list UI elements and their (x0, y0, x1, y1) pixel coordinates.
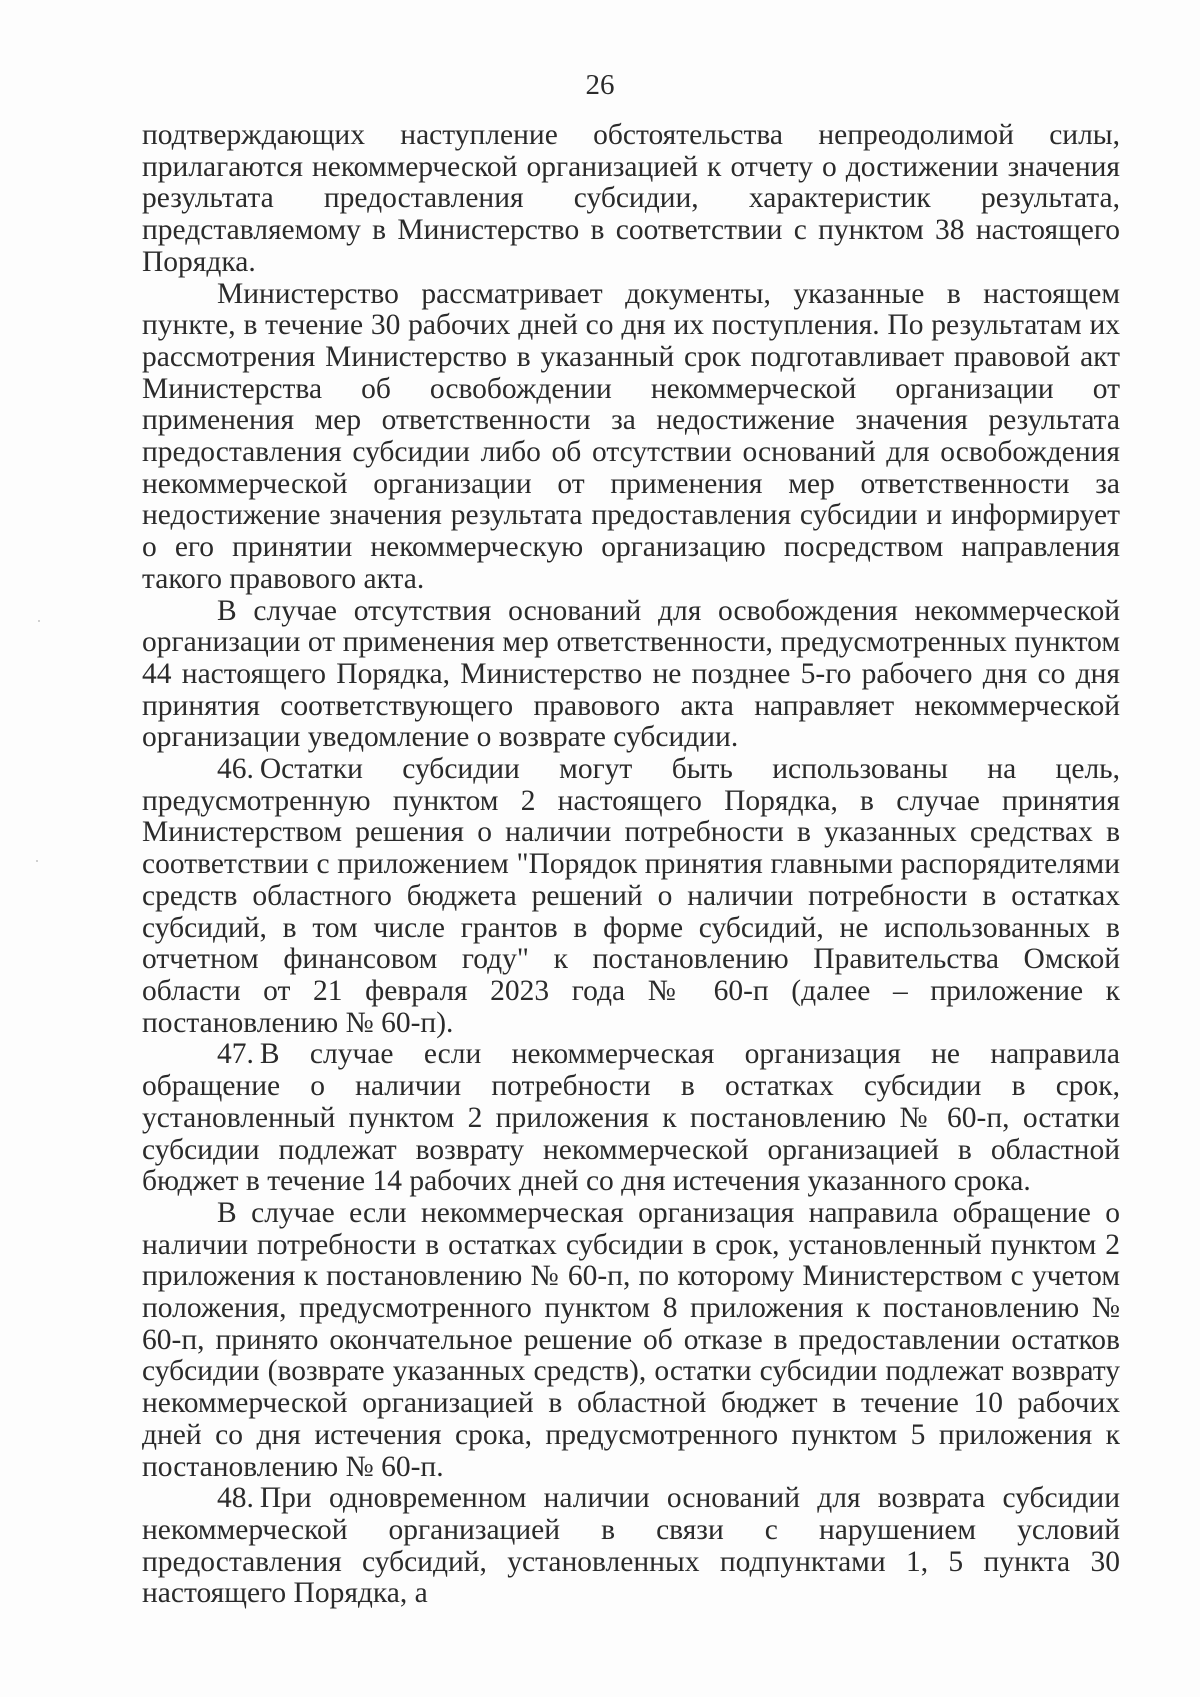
paragraph-1 (142, 120, 1120, 279)
paragraph-text: В случае если некоммерческая организация не направила обращение о наличии потребности в остатках субсидии в срок, установленный пунктом 2 приложения к постановлению № 60-п, остатки субсидии подлежат возврату некоммерческой организацией в областной бюджет в течение 14 рабочих дней со дня истечения указанного срока. (142, 1038, 1120, 1198)
paragraph-text: подтверждающих наступление обстоятельства непреодолимой силы, прилагаются некоммерческой организацией к отчету о достижении значения результата предоставления субсидии, характеристик результата, представляемому в Министерство в соответствии с пунктом 38 настоящего Порядка. (142, 119, 1120, 278)
paragraph-48 (142, 1483, 1120, 1610)
page-number: 26 (585, 69, 615, 101)
paragraph-text: При одновременном наличии оснований для возврата субсидии некоммерческой организацией в связи с нарушением условий предоставления субсидий, установленных подпунктами 1, 5 пункта 30 настоящего Порядка, а (142, 1482, 1120, 1610)
paragraph-text: Остатки субсидии могут быть использованы на цель, предусмотренную пунктом 2 настоящего Порядка, в случае принятия Министерством решения о наличии потребности в указанных средствах в соответствии с приложением "Порядок принятия главными распорядителями средств областного бюджета решений о наличии потребности в остатках субсидий, в том числе грантов в форме субсидий, не использованных в отчетном финансовом году" к постановлению Правительства Омской области от 21 февраля 2023 года № 60-п (далее – приложение к постановлению № 60-п). (142, 753, 1120, 1039)
paragraph-text: Министерство рассматривает документы, указанные в настоящем пункте, в течение 30 рабочих дней со дня их поступления. По результатам их рассмотрения Министерство в указанный срок подготавливает правовой акт Министерства об освобождении некоммерческой организации от применения мер ответственности за недостижение значения результата предоставления субсидии либо об отсутствии оснований для освобождения некоммерческой организации от применения мер ответственности за недостижение значения результата предоставления субсидии и информирует о его принятии некоммерческую организацию посредством направления такого правового акта. (142, 277, 1120, 595)
clause-number: 48. (217, 1482, 254, 1515)
document-body (142, 120, 1120, 1610)
paragraph-text: В случае если некоммерческая организация направила обращение о наличии потребности в остатках субсидии в срок, установленный пунктом 2 приложения к постановлению № 60-п, по которому Министерством с учетом положения, предусмотренного пунктом 8 приложения к постановлению № 60-п, принято окончательное решение об отказе в предоставлении остатков субсидии (возврате указанных средств), остатки субсидии подлежат возврату некоммерческой организацией в областной бюджет в течение 10 рабочих дней со дня истечения срока, предусмотренного пунктом 5 приложения к постановлению № 60-п. (142, 1196, 1120, 1483)
paragraph-47 (142, 1039, 1120, 1198)
paragraph-46 (142, 754, 1120, 1039)
scan-dot-mark (38, 620, 40, 622)
paragraph-3 (142, 596, 1120, 755)
paragraph-47-continued (142, 1198, 1120, 1483)
paragraph-text: В случае отсутствия оснований для освобождения некоммерческой организации от применения мер ответственности, предусмотренных пунктом 44 настоящего Порядка, Министерство не позднее 5-го рабочего дня со дня принятия соответствующего правового акта направляет некоммерческой организации уведомление о возврате субсидии. (142, 594, 1120, 754)
clause-number: 47. (217, 1038, 254, 1071)
clause-number: 46. (217, 753, 254, 786)
scan-dot-mark (36, 860, 38, 862)
paragraph-2 (142, 279, 1120, 596)
